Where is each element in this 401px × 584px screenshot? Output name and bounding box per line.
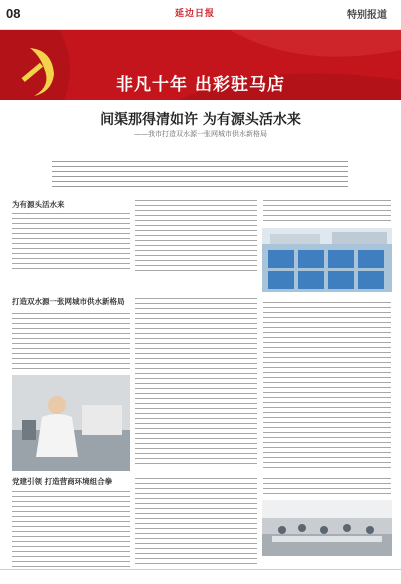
- body-column: [135, 476, 257, 567]
- article-subhead: ——我市打造双水源一张网城市供水新格局: [134, 130, 267, 138]
- masthead-logo: 延边日报: [175, 9, 216, 19]
- feature-banner: [0, 30, 401, 100]
- page-number: 08: [6, 6, 21, 21]
- page-header: [0, 0, 401, 30]
- body-column: [12, 489, 130, 567]
- body-column: [12, 311, 130, 371]
- body-column: [263, 300, 391, 468]
- page-footer: [0, 569, 401, 584]
- section-title-2: 打造双水源一张网城市供水新格局: [12, 297, 125, 306]
- article-headline: 间渠那得清如许 为有源头活水来: [100, 112, 301, 128]
- body-column: [135, 296, 257, 468]
- photo-water-plant: [262, 228, 392, 292]
- lede-paragraph: [52, 159, 348, 189]
- body-column: [12, 211, 130, 271]
- section-title-3: 党建引领 打造营商环境组合拳: [12, 477, 113, 486]
- body-column: [135, 198, 257, 271]
- body-column: [263, 476, 391, 496]
- photo-service-hall: [262, 500, 392, 556]
- section-title-1: 为有源头活水来: [12, 200, 65, 209]
- banner-title: 非凡十年 出彩驻马店: [116, 75, 285, 95]
- body-column: [263, 198, 391, 224]
- section-label: 特别报道: [347, 10, 387, 21]
- photo-lab-worker: [12, 375, 130, 471]
